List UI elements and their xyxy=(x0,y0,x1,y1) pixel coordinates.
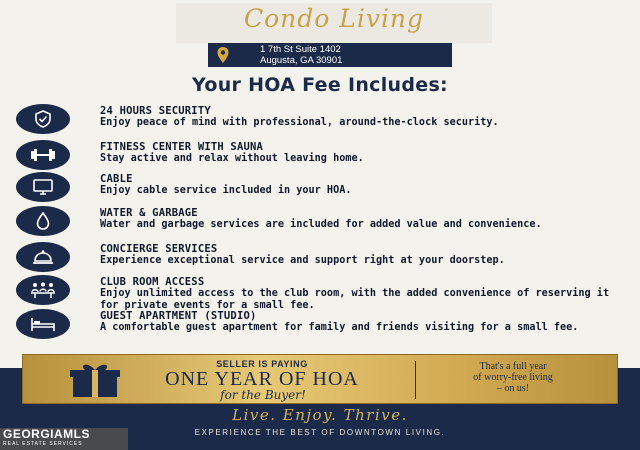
feature-fitness xyxy=(16,140,626,170)
feature-desc: Stay active and relax without leaving home. xyxy=(100,153,364,164)
buyer-text: for the Buyer! xyxy=(220,388,306,402)
tagline: Live. Enjoy. Thrive. xyxy=(232,406,408,424)
seller-text: SELLER IS PAYING xyxy=(216,359,308,369)
feature-desc: Experience exceptional service and support right at your doorstep. xyxy=(100,255,505,266)
feature-cable xyxy=(16,172,626,202)
page-title: Your HOA Fee Includes: xyxy=(192,74,448,96)
feature-title: GUEST APARTMENT (STUDIO) xyxy=(100,310,257,322)
sub-tagline: EXPERIENCE THE BEST OF DOWNTOWN LIVING. xyxy=(194,428,446,437)
dumbbell-icon xyxy=(16,140,70,170)
hoa-offer-banner xyxy=(22,354,618,404)
location-pin-icon xyxy=(208,46,238,64)
full-year-line-1: That's a full year xyxy=(479,361,547,372)
banner-divider xyxy=(415,361,416,399)
mls-name: GEORGIAMLS xyxy=(3,427,91,441)
feature-title: CONCIERGE SERVICES xyxy=(100,243,218,255)
feature-desc: A comfortable guest apartment for family and friends visiting for a small fee. xyxy=(100,322,579,333)
feature-security xyxy=(16,104,626,134)
address-line-1: 1 7th St Suite 1402 xyxy=(260,44,341,55)
feature-title: FITNESS CENTER WITH SAUNA xyxy=(100,141,264,153)
full-year-line-3: – on us! xyxy=(496,383,530,394)
feature-water xyxy=(16,206,626,236)
mls-sub: REAL ESTATE SERVICES xyxy=(3,441,83,447)
feature-guest-apartment xyxy=(16,309,626,339)
feature-desc: Enjoy unlimited access to the club room, with the added convenience of reserving it for private events for a small fee. xyxy=(100,288,610,311)
address-box xyxy=(208,43,452,67)
address-line-2: Augusta, GA 30901 xyxy=(260,55,343,66)
feature-title: CLUB ROOM ACCESS xyxy=(100,276,205,288)
gift-icon xyxy=(67,361,123,404)
feature-desc: Water and garbage services are included for added value and convenience. xyxy=(100,219,542,230)
feature-title: 24 HOURS SECURITY xyxy=(100,105,211,117)
feature-desc: Enjoy cable service included in your HOA. xyxy=(100,185,352,196)
bed-icon xyxy=(16,309,70,339)
feature-desc: Enjoy peace of mind with professional, around-the-clock security. xyxy=(100,117,499,128)
full-year-line-2: of worry-free living xyxy=(473,372,553,383)
full-year-text xyxy=(423,361,603,394)
feature-concierge xyxy=(16,242,626,272)
condo-living-logo: Condo Living xyxy=(243,4,425,33)
feature-club-room xyxy=(16,275,626,312)
shield-check-icon xyxy=(16,104,70,134)
feature-title: WATER & GARBAGE xyxy=(100,207,198,219)
service-bell-icon xyxy=(16,242,70,272)
water-drop-icon xyxy=(16,206,70,236)
georgia-mls-watermark xyxy=(0,428,128,450)
feature-title: CABLE xyxy=(100,173,133,185)
offer-text: ONE YEAR OF HOA xyxy=(165,368,359,390)
television-icon xyxy=(16,172,70,202)
group-table-icon xyxy=(16,275,70,305)
